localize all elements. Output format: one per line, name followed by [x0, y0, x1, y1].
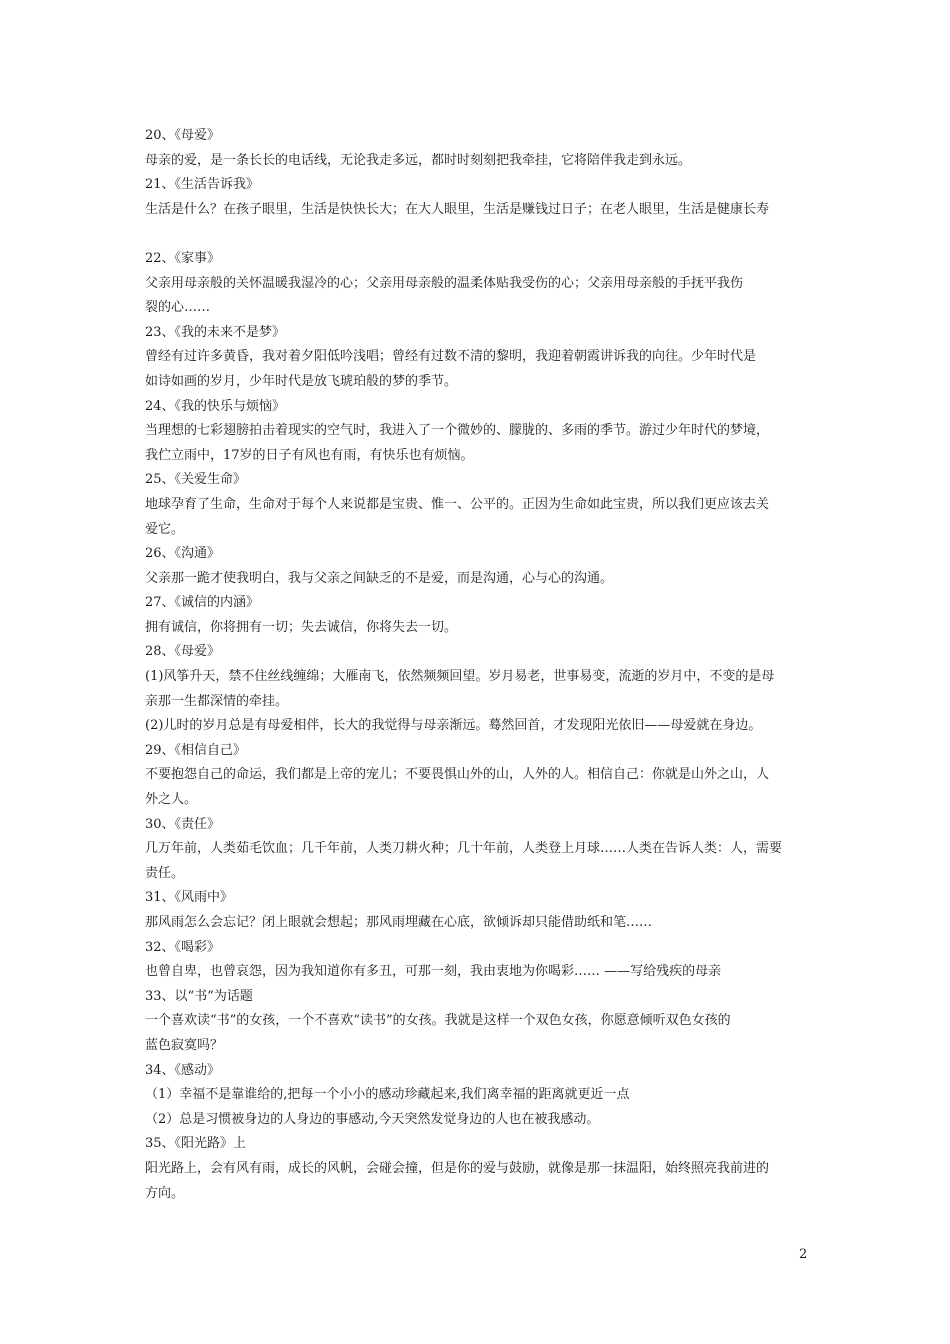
- essay-text-line: （2）总是习惯被身边的人身边的事感动,今天突然发觉身边的人也在被我感动。: [145, 1111, 600, 1127]
- essay-title: 34、《感动》: [145, 1062, 221, 1078]
- essay-entry: [145, 936, 810, 985]
- essay-text-line: 母亲的爱，是一条长长的电话线，无论我走多远，都时时刻刻把我牵挂，它将陪伴我走到永远。: [145, 152, 692, 168]
- essay-text-line: 方向。: [145, 1185, 185, 1201]
- document-body: [145, 124, 810, 1206]
- essay-entry: [145, 886, 810, 935]
- blank-line: [145, 222, 810, 247]
- essay-text-line: 曾经有过许多黄昏，我对着夕阳低吟浅唱；曾经有过数不清的黎明，我迎着朝霞讲诉我的向往。少年时代是: [145, 349, 757, 365]
- essay-text-line: 父亲那一跪才使我明白，我与父亲之间缺乏的不是爱，而是沟通，心与心的沟通。: [145, 570, 614, 586]
- essay-text-line: 不要抱怨自己的命运，我们都是上帝的宠儿；不要畏惧山外的山，人外的人。相信自己：你就是山外之山，人: [145, 767, 770, 783]
- essay-title: 20、《母爱》: [145, 128, 221, 143]
- essay-entry: [145, 813, 810, 887]
- essay-title: 29、《相信自己》: [145, 742, 247, 758]
- essay-text-line: 蓝色寂寞吗？: [145, 1037, 224, 1053]
- essay-title: 22、《家事》: [145, 250, 221, 266]
- essay-entry: [145, 173, 810, 222]
- essay-title: 26、《沟通》: [145, 546, 221, 562]
- essay-text-line: (2)儿时的岁月总是有母爱相伴，长大的我觉得与母亲渐远。蓦然回首，才发现阳光依旧——母爱就在身边。: [145, 718, 762, 734]
- essay-entry: [145, 591, 810, 640]
- essay-title: 30、《责任》: [145, 816, 221, 832]
- essay-entry: [145, 985, 810, 1059]
- essay-entry: [145, 124, 810, 173]
- essay-text-line: 我伫立雨中，17岁的日子有风也有雨，有快乐也有烦恼。: [145, 447, 474, 463]
- essay-text-line: 拥有诚信，你将拥有一切；失去诚信，你将失去一切。: [145, 619, 458, 635]
- essay-entry: [145, 468, 810, 542]
- essay-title: 24、《我的快乐与烦恼》: [145, 398, 286, 414]
- essay-title: 27、《诚信的内涵》: [145, 595, 260, 611]
- essay-text-line: 爱它。: [145, 521, 185, 537]
- essay-entry: [145, 739, 810, 813]
- essay-text-line: 责任。: [145, 865, 185, 881]
- essay-entry: [145, 395, 810, 469]
- essay-entry: [145, 640, 810, 738]
- essay-text-line: 生活是什么？在孩子眼里，生活是快快长大；在大人眼里，生活是赚钱过日子；在老人眼里，生活是健康长寿: [145, 201, 770, 217]
- essay-text-line: 那风雨怎么会忘记？闭上眼就会想起；那风雨埋藏在心底，欲倾诉却只能借助纸和笔……: [145, 915, 653, 930]
- essay-text-line: 几万年前，人类茹毛饮血；几千年前，人类刀耕火种；几十年前，人类登上月球……人类在告诉人类：人，需要: [145, 841, 783, 857]
- essay-text-line: 阳光路上，会有风有雨，成长的风帆，会碰会撞，但是你的爱与鼓励，就像是那一抹温阳，始终照亮我前进的: [145, 1160, 770, 1176]
- essay-entry: [145, 321, 810, 395]
- essay-title: 33、以“书”为话题: [145, 988, 253, 1004]
- essay-text-line: 裂的心……: [145, 300, 211, 316]
- essay-text-line: 外之人。: [145, 792, 198, 808]
- essay-title: 32、《喝彩》: [145, 939, 221, 955]
- essay-text-line: （1）幸福不是靠谁给的,把每一个小小的感动珍藏起来,我们离幸福的距离就更近一点: [145, 1087, 630, 1103]
- essay-entry: [145, 247, 810, 321]
- essay-title: 23、《我的未来不是梦》: [145, 324, 286, 340]
- essay-title: 35、《阳光路》上: [145, 1136, 247, 1152]
- essay-entry: [145, 542, 810, 591]
- essay-text-line: 如诗如画的岁月，少年时代是放飞琥珀般的梦的季节。: [145, 373, 458, 389]
- essay-text-line: 亲那一生都深情的牵挂。: [145, 693, 289, 709]
- essay-title: 28、《母爱》: [145, 644, 221, 660]
- page-number: 2: [799, 1247, 808, 1262]
- essay-text-line: 当理想的七彩翅膀拍击着现实的空气时，我进入了一个微妙的、朦胧的、多雨的季节。游过少年时代的梦境，: [145, 423, 770, 439]
- essay-text-line: 地球孕育了生命，生命对于每个人来说都是宝贵、惟一、公平的。正因为生命如此宝贵，所以我们更应该去关: [145, 496, 770, 512]
- essay-entry: [145, 1059, 810, 1133]
- essay-title: 25、《关爱生命》: [145, 472, 247, 488]
- essay-text-line: (1)风筝升天，禁不住丝线缠绵；大雁南飞，依然频频回望。岁月易老，世事易变，流逝的岁月中，不变的是母: [145, 669, 775, 685]
- essay-text-line: 一个喜欢读“书”的女孩，一个不喜欢“读书”的女孩。我就是这样一个双色女孩，你愿意倾听双色女孩的: [145, 1013, 731, 1029]
- essay-title: 31、《风雨中》: [145, 890, 234, 906]
- essay-title: 21、《生活告诉我》: [145, 177, 260, 193]
- essay-text-line: 父亲用母亲般的关怀温暖我湿冷的心；父亲用母亲般的温柔体贴我受伤的心；父亲用母亲般的手抚平我伤: [145, 275, 744, 291]
- essay-entry: [145, 1132, 810, 1206]
- essay-text-line: 也曾自卑，也曾哀怨，因为我知道你有多丑，可那一刻，我由衷地为你喝彩…… ——写给残疾的母亲: [145, 964, 722, 980]
